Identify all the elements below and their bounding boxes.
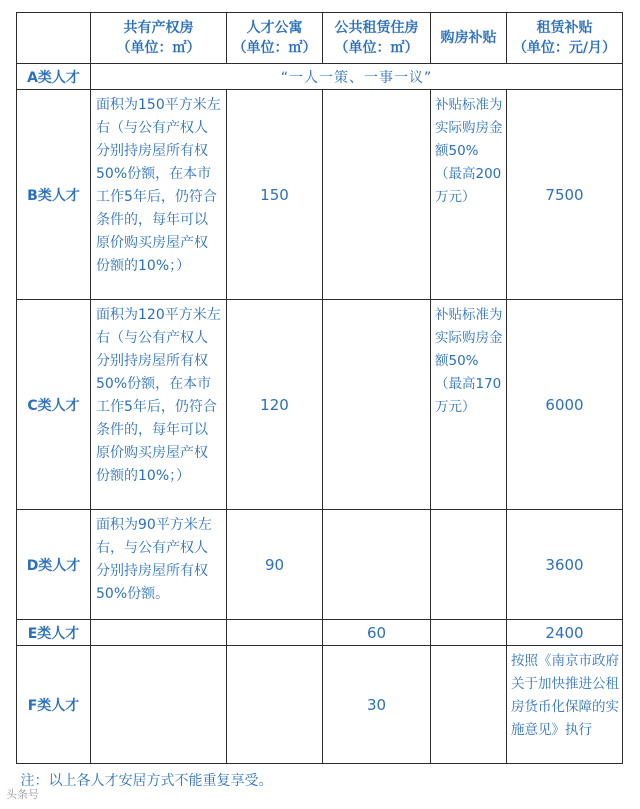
purchase-subsidy-f (431, 646, 507, 764)
rental-subsidy-e: 2400 (507, 620, 623, 646)
header-talent-apartment: 人才公寓 （单位：㎡） (227, 13, 323, 64)
rental-subsidy-b: 7500 (507, 90, 623, 300)
note-row (17, 764, 623, 791)
table-row (17, 510, 623, 620)
row-label-f: F类人才 (17, 646, 91, 764)
row-label-d: D类人才 (17, 510, 91, 620)
row-label-e: E类人才 (17, 620, 91, 646)
apartment-c: 120 (227, 300, 323, 510)
table-row (17, 646, 623, 764)
apartment-d: 90 (227, 510, 323, 620)
shared-ownership-c: 面积为120平方米左右（与公有产权人分别持房屋所有权50%份额，在本市工作5年后，仍符合条件的，每年可以原价购买房屋产权份额的10%；） (91, 300, 227, 510)
purchase-subsidy-b: 补贴标准为实际购房金额50%（最高200万元） (431, 90, 507, 300)
apartment-e (227, 620, 323, 646)
merged-cell-a: “一人一策、一事一议” (91, 64, 623, 90)
watermark: 头条号 (6, 788, 39, 801)
talent-housing-table (16, 12, 623, 790)
shared-ownership-e (91, 620, 227, 646)
shared-ownership-d: 面积为90平方米左右，与公有产权人分别持房屋所有权50%份额。 (91, 510, 227, 620)
table-row (17, 90, 623, 300)
rental-c (323, 300, 431, 510)
rental-subsidy-f: 按照《南京市政府关于加快推进公租房货币化保障的实施意见》执行 (507, 646, 623, 764)
rental-subsidy-c: 6000 (507, 300, 623, 510)
table-row (17, 620, 623, 646)
header-corner (17, 13, 91, 64)
rental-b (323, 90, 431, 300)
shared-ownership-b: 面积为150平方米左右（与公有产权人分别持房屋所有权50%份额，在本市工作5年后，仍符合条件的，每年可以原价购买房屋产权份额的10%；） (91, 90, 227, 300)
row-label-b: B类人才 (17, 90, 91, 300)
apartment-b: 150 (227, 90, 323, 300)
purchase-subsidy-d (431, 510, 507, 620)
table-row (17, 300, 623, 510)
purchase-subsidy-c: 补贴标准为实际购房金额50%（最高170万元） (431, 300, 507, 510)
header-shared-ownership: 共有产权房 （单位：㎡） (91, 13, 227, 64)
rental-f: 30 (323, 646, 431, 764)
footnote: 注：以上各人才安居方式不能重复享受。 (20, 773, 273, 789)
header-purchase-subsidy: 购房补贴 (431, 13, 507, 64)
rental-d (323, 510, 431, 620)
header-rental-subsidy: 租赁补贴 （单位：元/月） (507, 13, 623, 64)
header-public-rental: 公共租赁住房 （单位：㎡） (323, 13, 431, 64)
rental-e: 60 (323, 620, 431, 646)
row-label-c: C类人才 (17, 300, 91, 510)
table-row (17, 64, 623, 90)
rental-subsidy-d: 3600 (507, 510, 623, 620)
shared-ownership-f (91, 646, 227, 764)
apartment-f (227, 646, 323, 764)
row-label-a: A类人才 (17, 64, 91, 90)
header-row (17, 13, 623, 64)
purchase-subsidy-e (431, 620, 507, 646)
